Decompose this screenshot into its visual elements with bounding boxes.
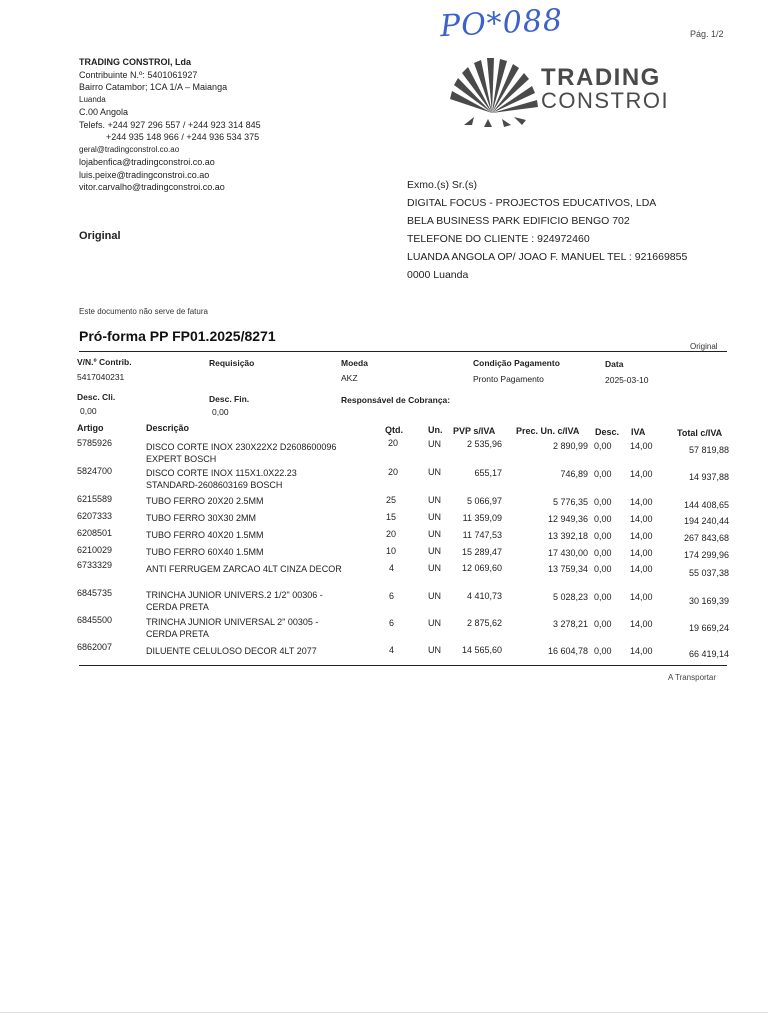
sender-email: geral@tradingconstrol.co.ao — [79, 144, 180, 154]
row-discount: 0,00 — [594, 514, 612, 524]
sender-email: luis.peixe@tradingconstroi.co.ao — [79, 169, 210, 180]
sender-tax-id: Contribuinte N.º: 5401061927 — [79, 69, 198, 80]
sender-phones-2: +244 935 148 966 / +244 936 534 375 — [106, 132, 260, 142]
row-article: 6845500 — [77, 615, 113, 625]
row-price: 15 289,47 — [461, 547, 502, 557]
payment-label: Condição Pagamento — [473, 358, 560, 368]
row-qty: 20 — [386, 529, 397, 539]
payment-value: Pronto Pagamento — [473, 374, 544, 384]
page-number: Pág. 1/2 — [690, 29, 724, 39]
row-vat: 14,00 — [630, 619, 653, 629]
row-article: 6215589 — [77, 494, 113, 504]
row-description: ANTI FERRUGEM ZARCAO 4LT CINZA DECOR — [146, 564, 342, 574]
row-vat: 14,00 — [630, 592, 653, 602]
row-unit-price-vat: 13 759,34 — [547, 564, 588, 574]
carry-forward-label: A Transportar — [668, 673, 717, 682]
row-unit: UN — [428, 495, 441, 505]
row-article: 6208501 — [77, 528, 113, 538]
original-label: Original — [79, 230, 121, 242]
col-header-vat: IVA — [631, 427, 646, 437]
row-price: 2 535,96 — [466, 439, 502, 449]
row-total: 174 299,96 — [683, 550, 729, 560]
logo-line-2: CONSTROI — [541, 88, 670, 113]
row-unit: UN — [428, 529, 441, 539]
sender-city: Luanda — [79, 94, 106, 104]
recipient-line: BELA BUSINESS PARK EDIFICIO BENGO 702 — [407, 215, 630, 227]
vat-value: 5417040231 — [77, 372, 125, 382]
row-discount: 0,00 — [594, 497, 612, 507]
row-price: 14 565,60 — [461, 645, 502, 655]
row-unit: UN — [428, 563, 441, 573]
row-unit-price-vat: 17 430,00 — [547, 548, 588, 558]
row-unit: UN — [428, 591, 441, 601]
col-header-description: Descrição — [146, 423, 190, 433]
requisition-label: Requisição — [209, 358, 255, 368]
row-discount: 0,00 — [594, 531, 612, 541]
row-qty: 20 — [388, 438, 399, 448]
client-discount-value: 0,00 — [80, 406, 97, 416]
row-discount: 0,00 — [594, 646, 612, 656]
row-discount: 0,00 — [594, 441, 612, 451]
row-description: DISCO CORTE INOX 230X22X2 D2608600096 EXPERT BOSCH — [146, 442, 337, 464]
row-unit-price-vat: 13 392,18 — [547, 531, 588, 541]
row-total: 19 669,24 — [688, 623, 729, 633]
recipient-line: DIGITAL FOCUS - PROJECTOS EDUCATIVOS, LDA — [407, 197, 657, 209]
row-unit-price-vat: 12 949,36 — [547, 514, 588, 524]
row-unit-price-vat: 5 028,23 — [552, 592, 588, 602]
row-total: 14 937,88 — [688, 472, 729, 482]
row-discount: 0,00 — [594, 564, 612, 574]
row-vat: 14,00 — [630, 441, 653, 451]
row-discount: 0,00 — [594, 619, 612, 629]
row-discount: 0,00 — [594, 592, 612, 602]
row-article: 6210029 — [77, 545, 113, 555]
col-header-price: PVP s/IVA — [453, 426, 496, 436]
row-description: DISCO CORTE INOX 115X1.0X22.23 STANDARD-2608603169 BOSCH — [146, 468, 297, 490]
row-unit-price-vat: 2 890,99 — [552, 441, 588, 451]
row-article: 6733329 — [77, 560, 113, 570]
company-logo-text — [541, 66, 669, 112]
row-unit: UN — [428, 645, 441, 655]
logo-line-1: TRADING — [541, 64, 661, 91]
row-article: 5785926 — [77, 438, 113, 448]
sender-email: vitor.carvalho@tradingconstroi.co.ao — [79, 182, 225, 192]
row-unit-price-vat: 5 776,35 — [552, 497, 588, 507]
row-qty: 4 — [389, 645, 395, 655]
handwritten-po-note: PO*088 — [439, 2, 564, 45]
row-total: 30 169,39 — [688, 596, 729, 606]
col-header-article: Artigo — [77, 423, 104, 433]
row-qty: 25 — [386, 495, 397, 505]
sender-postal: C.00 Angola — [79, 107, 129, 117]
row-price: 4 410,73 — [466, 591, 502, 601]
row-qty: 15 — [386, 512, 397, 522]
row-unit: UN — [428, 439, 441, 449]
sender-email: lojabenfica@tradingconstroi.co.ao — [79, 157, 215, 167]
row-total: 144 408,65 — [683, 500, 729, 510]
original-copy-label: Original — [690, 342, 718, 351]
recipient-line: 0000 Luanda — [407, 269, 469, 281]
row-total: 194 240,44 — [683, 516, 729, 526]
row-qty: 4 — [389, 563, 395, 573]
row-article: 5824700 — [77, 466, 113, 476]
row-unit: UN — [428, 512, 441, 522]
row-discount: 0,00 — [594, 548, 612, 558]
recipient-block — [407, 176, 687, 284]
row-vat: 14,00 — [630, 646, 653, 656]
row-description: TUBO FERRO 40X20 1.5MM — [146, 530, 264, 540]
date-value: 2025-03-10 — [605, 375, 649, 385]
recipient-line: TELEFONE DO CLIENTE : 924972460 — [407, 233, 590, 245]
col-header-unit: Un. — [428, 425, 443, 435]
table-bottom-rule — [79, 665, 727, 666]
row-total: 66 419,14 — [688, 649, 729, 659]
col-header-total: Total c/IVA — [677, 428, 723, 438]
sender-phones: Telefs. +244 927 296 557 / +244 923 314 845 — [79, 119, 261, 130]
row-discount: 0,00 — [594, 469, 612, 479]
row-article: 6845735 — [77, 588, 113, 598]
recipient-greeting: Exmo.(s) Sr.(s) — [407, 179, 477, 191]
financial-discount-value: 0,00 — [212, 407, 229, 417]
row-price: 12 069,60 — [461, 563, 502, 573]
row-total: 55 037,38 — [688, 568, 729, 578]
client-discount-label: Desc. Cli. — [77, 392, 116, 402]
col-header-discount: Desc. — [595, 427, 620, 437]
row-vat: 14,00 — [630, 548, 653, 558]
collector-label: Responsável de Cobrança: — [341, 395, 451, 405]
row-unit-price-vat: 746,89 — [560, 469, 588, 479]
col-header-unit-price-vat: Prec. Un. c/IVA — [516, 426, 580, 436]
row-description: DILUENTE CELULOSO DECOR 4LT 2077 — [146, 646, 317, 656]
scan-edge-line — [0, 1012, 768, 1013]
recipient-line: LUANDA ANGOLA OP/ JOAO F. MANUEL TEL : 921669855 — [407, 251, 688, 263]
row-article: 6862007 — [77, 642, 113, 652]
currency-label: Moeda — [341, 358, 368, 368]
row-unit: UN — [428, 546, 441, 556]
row-qty: 20 — [388, 467, 399, 477]
row-total: 267 843,68 — [683, 533, 729, 543]
row-description: TUBO FERRO 20X20 2.5MM — [146, 496, 264, 506]
row-price: 2 875,62 — [466, 618, 502, 628]
sender-address: Bairro Catambor; 1CA 1/A – Maianga — [79, 82, 228, 92]
disclaimer: Este documento não serve de fatura — [79, 307, 208, 316]
vat-label: V/N.º Contrib. — [77, 357, 132, 367]
row-description: TRINCHA JUNIOR UNIVERSAL 2" 00305 - CERDA PRETA — [146, 617, 319, 639]
row-vat: 14,00 — [630, 531, 653, 541]
row-qty: 6 — [389, 591, 395, 601]
row-description: TRINCHA JUNIOR UNIVERS.2 1/2" 00306 - CERDA PRETA — [146, 590, 323, 612]
row-price: 5 066,97 — [466, 496, 502, 506]
row-price: 11 747,53 — [462, 530, 502, 540]
header-rule — [79, 351, 727, 352]
row-vat: 14,00 — [630, 564, 653, 574]
row-unit: UN — [428, 467, 441, 477]
sender-company: TRADING CONSTROI, Lda — [79, 57, 191, 67]
col-header-qty: Qtd. — [385, 425, 403, 435]
currency-value: AKZ — [341, 373, 358, 383]
row-total: 57 819,88 — [688, 445, 729, 455]
row-vat: 14,00 — [630, 469, 653, 479]
row-description: TUBO FERRO 30X30 2MM — [146, 513, 257, 523]
row-unit-price-vat: 3 278,21 — [552, 619, 588, 629]
row-price: 655,17 — [474, 468, 502, 478]
sender-block — [79, 56, 261, 194]
document-title: Pró-forma PP FP01.2025/8271 — [79, 328, 276, 344]
row-vat: 14,00 — [630, 514, 653, 524]
row-unit: UN — [428, 618, 441, 628]
row-article: 6207333 — [77, 511, 113, 521]
row-unit-price-vat: 16 604,78 — [547, 646, 588, 656]
row-qty: 10 — [386, 546, 397, 556]
row-description: TUBO FERRO 60X40 1.5MM — [146, 547, 264, 557]
financial-discount-label: Desc. Fin. — [209, 394, 250, 404]
row-price: 11 359,09 — [462, 513, 502, 523]
row-qty: 6 — [389, 618, 395, 628]
row-vat: 14,00 — [630, 497, 653, 507]
date-label: Data — [605, 359, 624, 369]
